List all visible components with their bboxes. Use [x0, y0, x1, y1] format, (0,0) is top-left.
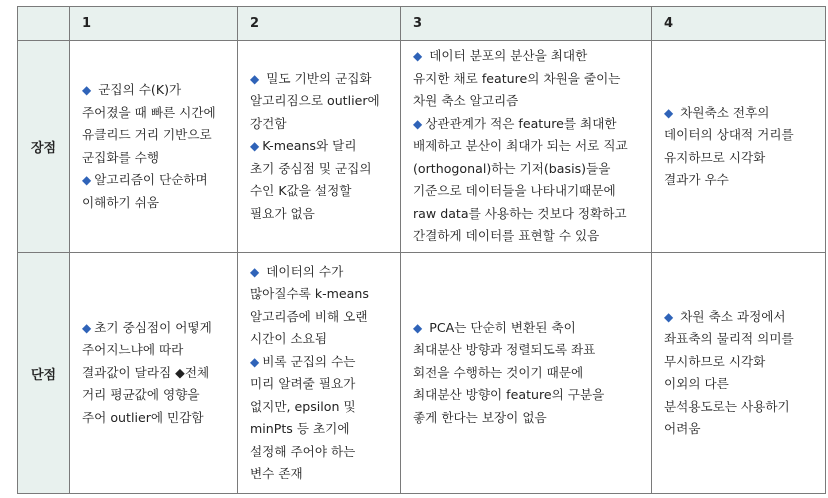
cell-text: 강건함 [250, 115, 287, 131]
cell-line [664, 373, 819, 396]
cell-text: PCA는 단순히 변환된 축이 [425, 319, 576, 335]
cell-line [82, 79, 231, 102]
cell-line [250, 135, 394, 158]
cell-line [413, 158, 645, 181]
diamond-bullet-icon: ◆ [664, 309, 674, 324]
cell-text: 데이터의 상대적 거리를 [664, 127, 794, 142]
diamond-bullet-icon: ◆ [82, 83, 92, 97]
cell-text: 없지만, epsilon 및 [250, 398, 356, 414]
cell-line [664, 418, 819, 441]
cell-line [250, 351, 394, 374]
cell-line [82, 317, 231, 340]
cell-line [250, 283, 394, 306]
cell-text: 최대분산 방향이 feature의 구분을 [413, 387, 605, 403]
diamond-bullet-icon: ◆ [250, 354, 260, 369]
cell-line [250, 396, 394, 419]
cell-text: 유지한 채로 feature의 차원을 줄이는 [413, 70, 621, 86]
pros-row [18, 41, 826, 253]
cell-text: 분석용도로는 사용하기 [664, 398, 790, 414]
cell-text: 비록 군집의 수는 [262, 353, 356, 369]
cell-text: 주어 outlier에 민감함 [82, 409, 204, 425]
cell-line [250, 373, 394, 396]
cell-line [82, 362, 231, 385]
cell-line [82, 169, 231, 192]
cell-text: 초기 중심점이 어떻게 [94, 319, 212, 335]
cell-text: 주어졌을 때 빠른 시간에 [82, 104, 216, 120]
cell-line [250, 180, 394, 203]
cell-line [82, 339, 231, 362]
cell-pros-1 [70, 41, 238, 253]
cell-text: 필요가 없음 [250, 205, 315, 221]
cell-line [413, 362, 645, 385]
cell-text: minPts 등 초기에 [250, 421, 350, 436]
cell-text: 간결하게 데이터를 표현할 수 있음 [413, 228, 600, 244]
cell-line [413, 45, 645, 68]
cell-line [413, 203, 645, 226]
cell-text: 알고리짐으로 outlier에 [250, 93, 380, 109]
cell-text: 많아질수록 k-means [250, 286, 369, 301]
cell-line [664, 147, 819, 170]
cell-text: 어려움 [664, 421, 701, 436]
cell-line [250, 463, 394, 486]
cell-line [82, 384, 231, 407]
cell-text: 상관관계가 적은 feature를 최대한 [425, 115, 617, 131]
cell-line [413, 384, 645, 407]
cell-line [664, 351, 819, 374]
header-row [18, 7, 826, 41]
column-header-3: 3 [401, 7, 652, 41]
cell-line [250, 261, 394, 284]
cell-line [250, 306, 394, 329]
cell-text: K-means와 달리 [262, 138, 357, 154]
cell-line [250, 328, 394, 351]
cell-pros-2 [238, 41, 401, 253]
cell-text: 설정해 주어야 하는 [250, 443, 356, 459]
cell-text: 좋게 한다는 보장이 없음 [413, 409, 547, 425]
row-label-pros: 장점 [18, 41, 70, 253]
corner-cell [18, 7, 70, 41]
diamond-bullet-icon: ◆ [82, 320, 92, 335]
cell-text: 군집의 수(K)가 [94, 82, 182, 97]
cell-line [82, 124, 231, 147]
column-header-4: 4 [652, 7, 826, 41]
cell-text: 거리 평균값에 영향을 [82, 387, 200, 403]
cell-text: 배제하고 분산이 최대가 되는 서로 직교 [413, 138, 628, 154]
cell-line [413, 225, 645, 248]
cell-text: 변수 존재 [250, 466, 303, 481]
cell-text: 결과값이 달라짐 ◆전체 [82, 364, 210, 380]
cell-line [250, 418, 394, 441]
cell-pros-3 [401, 41, 652, 253]
cell-text: 무시하므로 시각화 [664, 353, 766, 369]
cell-text: 유클리드 거리 기반으로 [82, 127, 212, 142]
cell-text: 군집화를 수행 [82, 149, 159, 165]
cell-text: (orthogonal)하는 기저(basis)들을 [413, 160, 611, 176]
cell-line [664, 328, 819, 351]
cell-line [664, 124, 819, 147]
cell-text: 시간이 소요됨 [250, 331, 327, 346]
cell-line [413, 407, 645, 430]
diamond-bullet-icon: ◆ [413, 320, 423, 335]
diamond-bullet-icon: ◆ [413, 116, 423, 131]
cell-text: 주어지느냐에 따라 [82, 342, 184, 358]
cell-line [664, 396, 819, 419]
cell-line [82, 192, 231, 215]
cell-text: 데이터 분포의 분산을 최대한 [425, 48, 588, 64]
cell-text: 회전을 수행하는 것이기 때문에 [413, 364, 584, 380]
column-header-2: 2 [238, 7, 401, 41]
cell-line [413, 339, 645, 362]
cell-line [82, 407, 231, 430]
cell-text: 차원축소 전후의 [676, 104, 770, 120]
diamond-bullet-icon: ◆ [250, 71, 260, 86]
diamond-bullet-icon: ◆ [250, 264, 260, 279]
cell-text: 기준으로 데이터들을 나타내기때문에 [413, 183, 616, 199]
cell-cons-4 [652, 253, 826, 494]
comparison-table [17, 6, 826, 494]
cell-line [413, 113, 645, 136]
cell-line [250, 203, 394, 226]
cell-line [250, 158, 394, 181]
cell-text: 이해하기 쉬움 [82, 194, 159, 210]
cell-line [664, 306, 819, 329]
diamond-bullet-icon: ◆ [82, 173, 92, 187]
cell-cons-2 [238, 253, 401, 494]
cell-line [413, 90, 645, 113]
cell-line [250, 90, 394, 113]
cell-text: 밀도 기반의 군집화 [262, 70, 372, 86]
cell-line [82, 147, 231, 170]
cell-text: 결과가 우수 [664, 172, 729, 187]
cell-text: 데이터의 수가 [262, 263, 344, 279]
cell-line [413, 68, 645, 91]
cell-line [664, 169, 819, 192]
cell-pros-4 [652, 41, 826, 253]
cell-line [250, 113, 394, 136]
cell-text: 수인 K값을 설정할 [250, 183, 352, 199]
diamond-bullet-icon: ◆ [664, 105, 674, 120]
cell-line [82, 102, 231, 125]
cell-cons-1 [70, 253, 238, 494]
column-header-1: 1 [70, 7, 238, 41]
cons-row [18, 253, 826, 494]
cell-text: 알고리즘이 단순하며 [94, 172, 208, 187]
diamond-bullet-icon: ◆ [250, 139, 260, 154]
row-label-cons: 단점 [18, 253, 70, 494]
cell-text: 미리 알려줄 필요가 [250, 376, 356, 391]
cell-text: 차원 축소 과정에서 [676, 308, 786, 324]
diamond-bullet-icon: ◆ [413, 49, 423, 64]
cell-cons-3 [401, 253, 652, 494]
cell-text: 최대분산 방향과 정렬되도록 좌표 [413, 342, 596, 358]
cell-text: 이외의 다른 [664, 376, 729, 391]
cell-line [250, 68, 394, 91]
cell-text: 알고리즘에 비해 오랜 [250, 308, 368, 324]
cell-text: raw data를 사용하는 것보다 정확하고 [413, 205, 627, 221]
cell-text: 초기 중심점 및 군집의 [250, 160, 372, 176]
cell-line [413, 135, 645, 158]
cell-line [664, 102, 819, 125]
cell-text: 차원 축소 알고리즘 [413, 93, 519, 109]
cell-line [413, 317, 645, 340]
cell-text: 유지하므로 시각화 [664, 149, 766, 165]
cell-line [413, 180, 645, 203]
cell-line [250, 441, 394, 464]
cell-text: 좌표축의 물리적 의미를 [664, 331, 794, 346]
